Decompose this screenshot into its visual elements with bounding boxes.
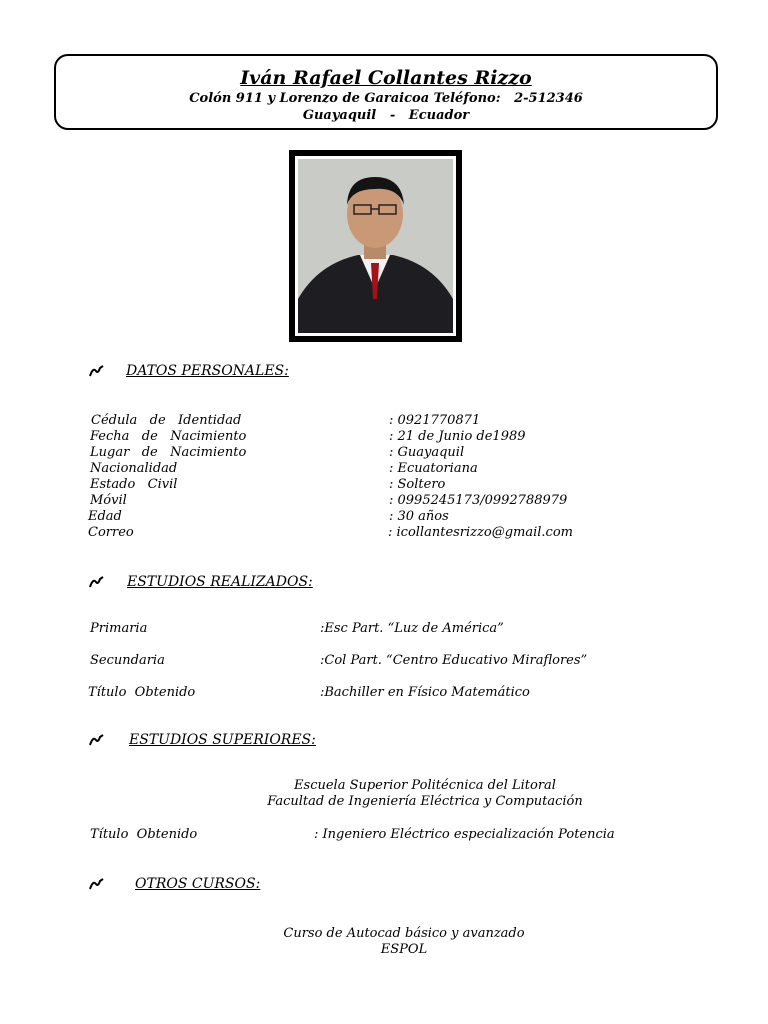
university-name: Escuela Superior Politécnica del Litoral [294, 778, 556, 793]
value-edad: : 30 años [389, 509, 449, 524]
portrait-image [298, 159, 453, 333]
label-movil: Móvil [90, 493, 127, 508]
faculty-name: Facultad de Ingeniería Eléctrica y Computación [267, 794, 583, 809]
value-movil: : 0995245173/0992788979 [389, 493, 568, 508]
check-bullet-icon [89, 878, 105, 890]
label-fecha: Fecha de Nacimiento [90, 429, 247, 444]
label-secundaria: Secundaria [90, 653, 165, 668]
check-bullet-icon [89, 365, 105, 377]
label-correo: Correo [88, 525, 134, 540]
section-studies-heading: ESTUDIOS REALIZADOS: [127, 574, 313, 590]
course-name: Curso de Autocad básico y avanzado [283, 926, 525, 941]
value-cedula: : 0921770871 [389, 413, 481, 428]
label-cedula: Cédula de Identidad [91, 413, 242, 428]
check-bullet-icon [89, 576, 105, 588]
check-bullet-icon [89, 734, 105, 746]
value-titulo-bachiller: :Bachiller en Físico Matemático [320, 685, 530, 700]
city-line: Guayaquil - Ecuador [302, 108, 470, 123]
value-secundaria: :Col Part. “Centro Educativo Miraflores” [320, 653, 588, 668]
address-line: Colón 911 y Lorenzo de Garaicoa Teléfono: 2-512346 [189, 91, 583, 106]
label-edad: Edad [88, 509, 122, 524]
value-estado-civil: : Soltero [389, 477, 446, 492]
label-nacionalidad: Nacionalidad [90, 461, 178, 476]
header-box [54, 54, 718, 130]
section-higher-heading: ESTUDIOS SUPERIORES: [129, 732, 316, 748]
section-personal-heading: DATOS PERSONALES: [126, 363, 289, 379]
profile-photo [289, 150, 462, 342]
label-estado-civil: Estado Civil [90, 477, 178, 492]
value-nacionalidad: : Ecuatoriana [389, 461, 478, 476]
label-lugar: Lugar de Nacimiento [90, 445, 247, 460]
course-institution: ESPOL [380, 942, 428, 957]
value-primaria: :Esc Part. “Luz de América” [320, 621, 504, 636]
value-correo: : icollantesrizzo@gmail.com [388, 525, 573, 540]
label-titulo-bachiller: Título Obtenido [88, 685, 196, 700]
value-fecha: : 21 de Junio de1989 [389, 429, 526, 444]
value-lugar: : Guayaquil [389, 445, 465, 460]
label-titulo-ingeniero: Título Obtenido [90, 827, 198, 842]
value-titulo-ingeniero: : Ingeniero Eléctrico especialización Potencia [314, 827, 615, 842]
candidate-name: Iván Rafael Collantes Rizzo [240, 67, 532, 89]
label-primaria: Primaria [90, 621, 148, 636]
section-courses-heading: OTROS CURSOS: [135, 876, 261, 892]
